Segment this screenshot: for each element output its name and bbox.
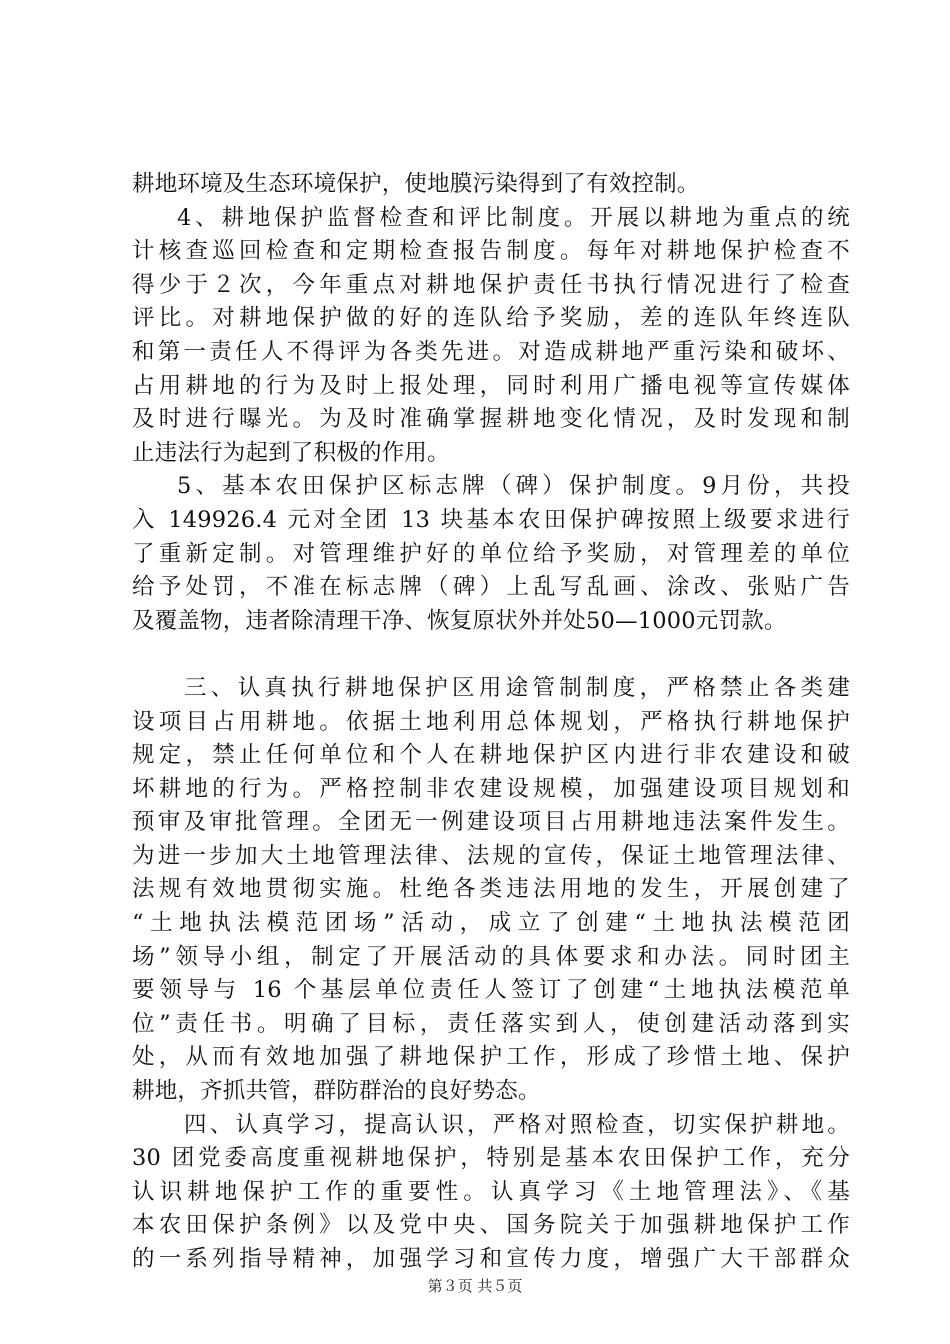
paragraph-gap	[132, 638, 850, 672]
document-body	[132, 168, 850, 1277]
text-line: 止违法行为起到了积极的作用。	[132, 439, 450, 466]
page-number-footer: 第３页 共５页	[427, 1277, 523, 1295]
text-line: 占用耕地的行为及时上报处理，同时利用广播电视等宣传媒体	[132, 372, 850, 399]
text-line: 计核查巡回检查和定期检查报告制度。每年对耕地保护检查不	[132, 238, 850, 265]
text-line: 认识耕地保护工作的重要性。认真学习《土地管理法》、《基	[132, 1178, 850, 1205]
paragraph-section-three	[132, 672, 850, 1109]
text-line: 规定，禁止任何单位和个人在耕地保护区内进行非农建设和破	[132, 742, 850, 769]
text-line: 的一系列指导精神，加强学习和宣传力度，增强广大干部群众	[132, 1246, 850, 1272]
text-line: 评比。对耕地保护做的好的连队给予奖励，差的连队年终连队	[132, 305, 850, 332]
text-line: 场”领导小组，制定了开展活动的具体要求和办法。同时团主	[132, 943, 850, 970]
text-line: 入 149926.4 元对全团 13 块基本农田保护碑按照上级要求进行	[132, 506, 850, 533]
text-line: 30 团党委高度重视耕地保护，特别是基本农田保护工作，充分	[132, 1145, 850, 1172]
paragraph-inspection-system	[132, 202, 850, 471]
text-line: 坏耕地的行为。严格控制非农建设规模，加强建设项目规划和	[132, 775, 850, 802]
text-line: 了重新定制。对管理维护好的单位给予奖励，对管理差的单位	[132, 540, 850, 567]
text-line: 设项目占用耕地。依据土地利用总体规划，严格执行耕地保护	[132, 708, 850, 735]
text-line: 本农田保护条例》以及党中央、国务院关于加强耕地保护工作	[132, 1212, 850, 1239]
text-line: 预审及审批管理。全团无一例建设项目占用耕地违法案件发生。	[132, 809, 850, 836]
text-line: 4、耕地保护监督检查和评比制度。开展以耕地为重点的统	[177, 204, 850, 231]
text-line: 为进一步加大土地管理法律、法规的宣传，保证土地管理法律、	[132, 842, 850, 869]
paragraph-continuation	[132, 168, 850, 202]
text-line: 要领导与 16 个基层单位责任人签订了创建“土地执法模范单	[132, 977, 850, 1004]
text-line: 耕地环境及生态环境保护，使地膜污染得到了有效控制。	[132, 171, 700, 197]
text-line: 5、基本农田保护区标志牌（碑）保护制度。9月份，共投	[177, 473, 850, 500]
paragraph-section-four	[132, 1109, 850, 1277]
text-line: 耕地，齐抓共管，群防群治的良好势态。	[132, 1078, 541, 1105]
text-line: 位”责任书。明确了目标，责任落实到人，使创建活动落到实	[132, 1010, 850, 1037]
text-line: 得少于２次，今年重点对耕地保护责任书执行情况进行了检查	[132, 271, 850, 298]
text-line: 四、认真学习，提高认识，严格对照检查，切实保护耕地。	[184, 1111, 850, 1138]
text-line: 处，从而有效地加强了耕地保护工作，形成了珍惜土地、保护	[132, 1044, 850, 1071]
paragraph-signboard-system	[132, 470, 850, 638]
text-line: 三、认真执行耕地保护区用途管制制度，严格禁止各类建	[184, 674, 850, 701]
text-line: 和第一责任人不得评为各类先进。对造成耕地严重污染和破坏、	[132, 338, 850, 365]
text-line: 及时进行曝光。为及时准确掌握耕地变化情况，及时发现和制	[132, 406, 850, 433]
text-line: “土地执法模范团场”活动，成立了创建“土地执法模范团	[132, 910, 850, 937]
text-line: 给予处罚，不准在标志牌（碑）上乱写乱画、涂改、张贴广告	[132, 574, 850, 601]
text-line: 法规有效地贯彻实施。杜绝各类违法用地的发生，开展创建了	[132, 876, 850, 903]
text-line: 及覆盖物，违者除清理干净、恢复原状外并处50—1000元罚款。	[132, 607, 787, 634]
